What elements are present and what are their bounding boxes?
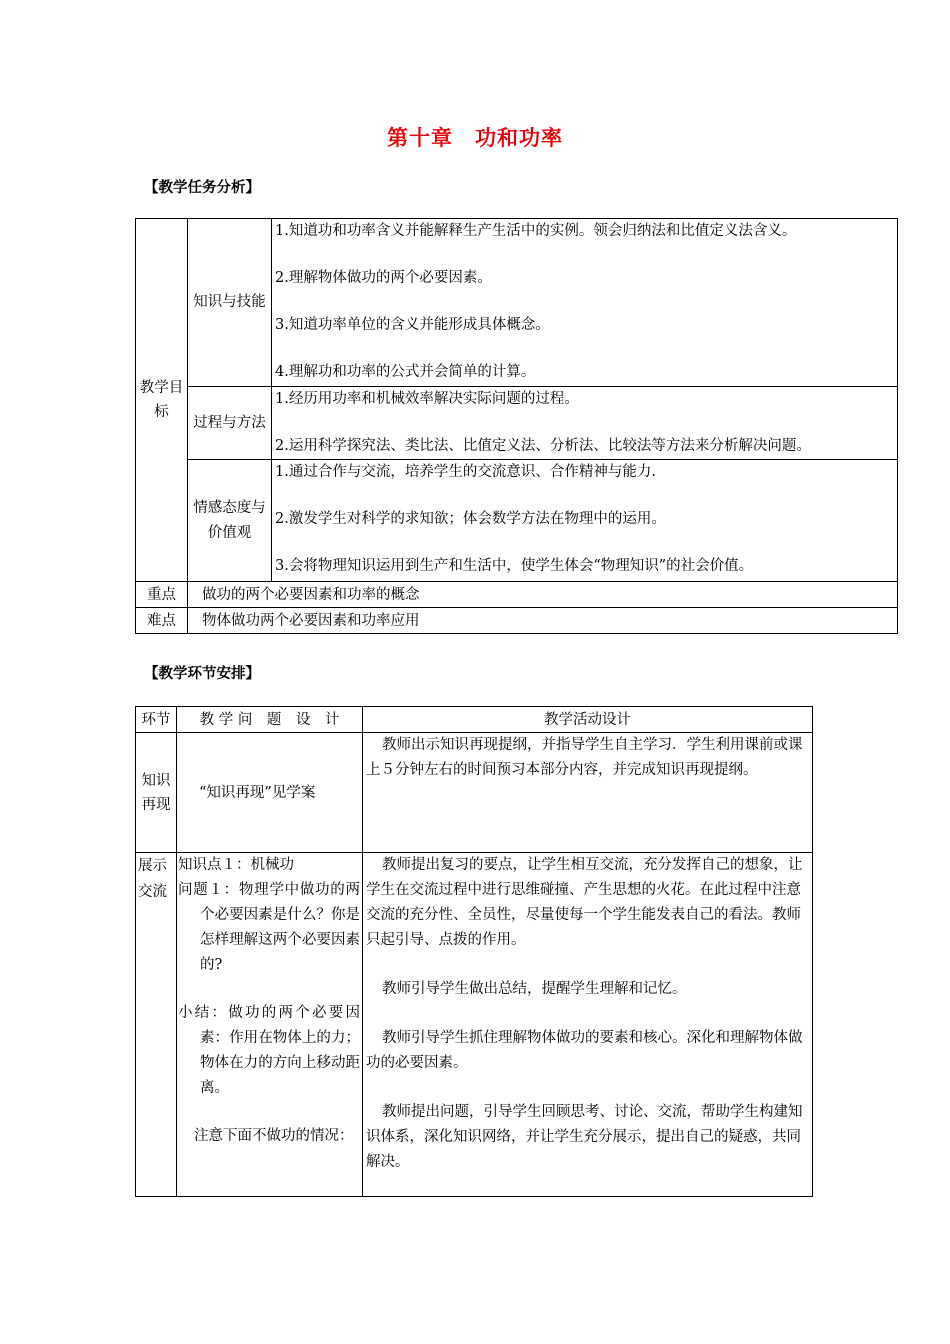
question-block: 小结：做功的两个必要因素：作用在物体上的力；物体在力的方向上移动距离。 <box>178 1005 360 1096</box>
header-activity-design: 教学活动设计 <box>363 707 813 733</box>
section-heading-arrangement: 【教学环节安排】 <box>144 665 260 682</box>
objective-item: 1.知道功和功率含义并能解释生产生活中的实例。领会归纳法和比值定义法含义。 <box>275 223 797 239</box>
header-question-design: 教 学 问 题 设 计 <box>177 707 363 733</box>
objective-group-label: 情感态度与价值观 <box>188 460 272 582</box>
objective-group-label: 过程与方法 <box>188 387 272 460</box>
objective-group-label: 知识与技能 <box>188 219 272 387</box>
objective-item: 1.通过合作与交流，培养学生的交流意识、合作精神与能力. <box>275 464 656 480</box>
question-block: 注意下面不做功的情况： <box>194 1128 354 1144</box>
objective-item: 2.理解物体做功的两个必要因素。 <box>275 270 492 286</box>
objectives-main-label: 教学目标 <box>136 219 188 582</box>
objective-group-items <box>272 387 898 460</box>
activity-paragraph: 教师提出问题，引导学生回顾思考、讨论、交流，帮助学生构建知识体系，深化知识网络，并让学生充分展示，提出自己的疑惑，共同解决。 <box>366 1104 803 1170</box>
activity-paragraph: 教师出示知识再现提纲，并指导学生自主学习．学生利用课前或课上５分钟左右的时间预习本部分内容，并完成知识再现提纲。 <box>366 737 803 778</box>
header-stage: 环节 <box>136 707 177 733</box>
key-point-label: 重点 <box>136 582 188 608</box>
stage-label: 知识再现 <box>136 733 177 853</box>
stage-label: 展示交流 <box>136 853 177 1197</box>
key-point-text: 做功的两个必要因素和功率的概念 <box>188 582 898 608</box>
objective-item: 2.运用科学探究法、类比法、比值定义法、分析法、比较法等方法来分析解决问题。 <box>275 438 811 454</box>
activity-cell <box>363 853 813 1197</box>
objective-item: 3.知道功率单位的含义并能形成具体概念。 <box>275 317 550 333</box>
question-block: 知识点１：机械功 <box>178 857 294 873</box>
activity-paragraph: 教师提出复习的要点，让学生相互交流，充分发挥自己的想象，让学生在交流过程中进行思维碰撞、产生思想的火花。在此过程中注意交流的充分性、全员性，尽量使每一个学生能发表自己的看法。教师只起引导、点拨的作用。 <box>366 857 803 948</box>
question-text: “知识再现”见学案 <box>177 733 363 853</box>
objective-group-items <box>272 219 898 387</box>
activity-cell <box>363 733 813 853</box>
difficult-point-label: 难点 <box>136 608 188 634</box>
arrangement-table <box>135 706 813 1197</box>
objective-group-items <box>272 460 898 582</box>
objective-item: 1.经历用功率和机械效率解决实际问题的过程。 <box>275 391 579 407</box>
activity-paragraph: 教师引导学生做出总结，提醒学生理解和记忆。 <box>382 981 687 997</box>
objective-item: 3.会将物理知识运用到生产和生活中，使学生体会“物理知识”的社会价值。 <box>275 558 754 574</box>
objective-item: 2.激发学生对科学的求知欲；体会数学方法在物理中的运用。 <box>275 511 666 527</box>
page-title: 第十章 功和功率 <box>387 125 563 150</box>
objectives-table <box>135 218 898 634</box>
objective-item: 4.理解功和功率的公式并会简单的计算。 <box>275 364 536 380</box>
activity-paragraph: 教师引导学生抓住理解物体做功的要素和核心。深化和理解物体做功的必要因素。 <box>366 1030 803 1071</box>
difficult-point-text: 物体做功两个必要因素和功率应用 <box>188 608 898 634</box>
question-cell <box>177 853 363 1197</box>
question-block: 问题１：物理学中做功的两个必要因素是什么？你是怎样理解这两个必要因素的? <box>178 882 360 973</box>
section-heading-task-analysis: 【教学任务分析】 <box>144 179 260 196</box>
